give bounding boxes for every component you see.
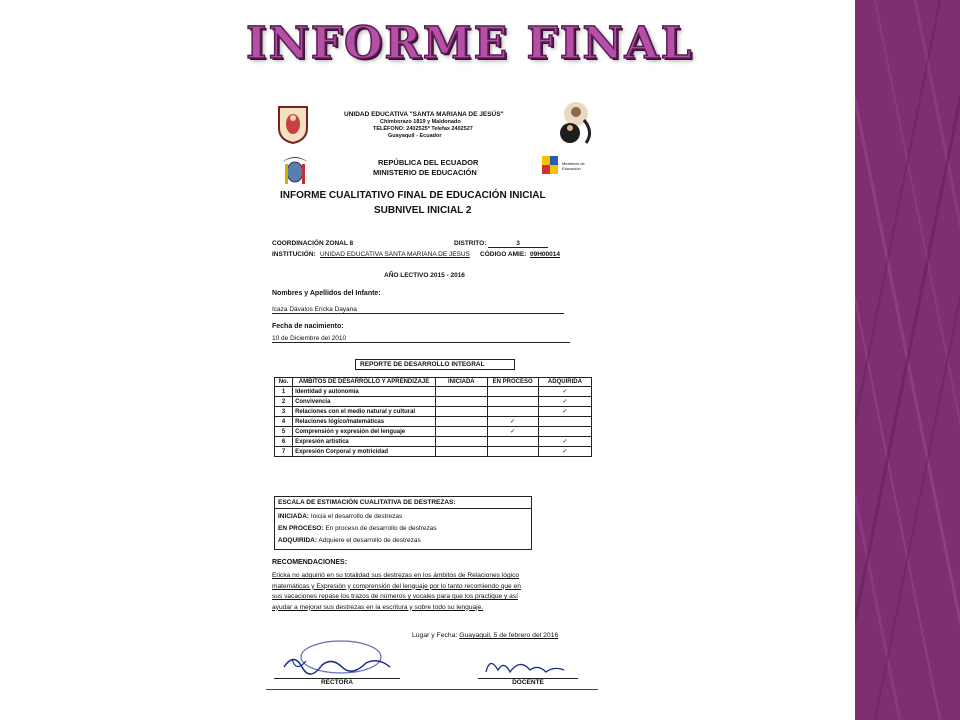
- rector-label: RECTORA: [274, 678, 400, 686]
- school-city: Guayaquil - Ecuador: [388, 133, 442, 139]
- empty-cell: [487, 437, 538, 447]
- teacher-signature: [476, 652, 576, 680]
- row-number: 4: [275, 417, 293, 427]
- empty-cell: [487, 447, 538, 457]
- empty-cell: [487, 397, 538, 407]
- recommendations-text: Ericka no adquirió en su totalidad sus destrezas en los ámbitos de Relaciones lógico matemáticas y Expresión y comprensión del lenguaje por lo tanto recomiendo que en sus vacaciones repase los trazos de números y vocales para que los practique y así ayudar a mejorar sus destrezas en la escritura y sobre todo su lenguaje.: [272, 572, 521, 611]
- scale-item: INICIADA: Inicia el desarrollo de destrezas: [278, 513, 403, 520]
- row-ambito: Comprensión y expresión del lenguaje: [293, 427, 436, 437]
- ministry-heading: MINISTERIO DE EDUCACIÓN: [373, 168, 477, 177]
- rector-signature-stamp: [266, 637, 416, 682]
- row-ambito: Expresión Corporal y motricidad: [293, 447, 436, 457]
- bottom-rule: [266, 689, 598, 690]
- district-value: 3: [488, 240, 548, 248]
- row-number: 2: [275, 397, 293, 407]
- school-phone: TELÉFONO: 2402525* Telefax 2402527: [373, 126, 473, 132]
- empty-cell: [436, 397, 488, 407]
- row-ambito: Relaciones lógico/matemáticas: [293, 417, 436, 427]
- check-icon: ✓: [538, 447, 591, 457]
- integral-report-title: REPORTE DE DESARROLLO INTEGRAL: [355, 359, 515, 370]
- scale-title: ESCALA DE ESTIMACIÓN CUALITATIVA DE DESTREZAS:: [275, 497, 531, 509]
- infant-name-value: Icaza Dávalos Ericka Dayana: [272, 306, 564, 314]
- check-icon: ✓: [538, 397, 591, 407]
- col-iniciada: INICIADA: [436, 378, 488, 387]
- school-name: UNIDAD EDUCATIVA "SANTA MARIANA DE JESÚS": [344, 111, 504, 118]
- saint-image-icon: [556, 100, 596, 144]
- republic-heading: REPÚBLICA DEL ECUADOR: [378, 158, 479, 167]
- table-row: [275, 397, 592, 407]
- table-row: [275, 417, 592, 427]
- scale-items: [275, 509, 531, 549]
- scale-item: EN PROCESO: En proceso de desarrollo de destrezas: [278, 525, 437, 532]
- school-address: Chimborazo 1819 y Maldonado: [380, 119, 461, 125]
- birth-date-label: Fecha de nacimiento:: [272, 323, 344, 330]
- table-header-row: [275, 378, 592, 387]
- col-adquirida: ADQUIRIDA: [538, 378, 591, 387]
- empty-cell: [487, 387, 538, 397]
- band-pattern: [855, 0, 960, 720]
- check-icon: ✓: [538, 407, 591, 417]
- table-row: [275, 447, 592, 457]
- scale-item: ADQUIRIDA: Adquiere el desarrollo de destrezas: [278, 537, 421, 544]
- empty-cell: [436, 427, 488, 437]
- empty-cell: [487, 407, 538, 417]
- check-icon: ✓: [487, 427, 538, 437]
- ecuador-coat-of-arms-icon: [280, 152, 310, 188]
- slide-title: INFORME FINAL: [246, 18, 694, 69]
- row-ambito: Expresión artística: [293, 437, 436, 447]
- report-subtitle: SUBNIVEL INICIAL 2: [374, 205, 472, 216]
- empty-cell: [538, 417, 591, 427]
- col-no: No.: [275, 378, 293, 387]
- table-row: [275, 407, 592, 417]
- school-year: AÑO LECTIVO 2015 - 2016: [384, 272, 465, 279]
- empty-cell: [436, 417, 488, 427]
- infant-name-label: Nombres y Apellidos del Infante:: [272, 290, 381, 297]
- recommendations-title: RECOMENDACIONES:: [272, 559, 348, 566]
- decorative-band: [855, 0, 960, 720]
- check-icon: ✓: [538, 437, 591, 447]
- scanned-document: [258, 92, 598, 690]
- development-table: [274, 377, 592, 457]
- row-number: 7: [275, 447, 293, 457]
- table-row: [275, 427, 592, 437]
- col-en-proceso: EN PROCESO: [487, 378, 538, 387]
- district-label: DISTRITO:: [454, 240, 487, 247]
- place-date: Lugar y Fecha: Guayaquil, 5 de febrero del 2016: [412, 632, 559, 639]
- birth-date-value: 10 de Diciembre del 2010: [272, 335, 570, 343]
- table-row: [275, 387, 592, 397]
- row-number: 6: [275, 437, 293, 447]
- institution-label: INSTITUCIÓN:: [272, 251, 316, 258]
- row-ambito: Relaciones con el medio natural y cultural: [293, 407, 436, 417]
- empty-cell: [538, 427, 591, 437]
- amie-label: CÓDIGO AMIE:: [480, 251, 527, 258]
- table-row: [275, 437, 592, 447]
- row-ambito: Convivencia: [293, 397, 436, 407]
- school-crest-icon: [276, 104, 310, 144]
- teacher-label: DOCENTE: [478, 678, 578, 686]
- row-number: 1: [275, 387, 293, 397]
- empty-cell: [436, 437, 488, 447]
- row-ambito: Identidad y autonomía: [293, 387, 436, 397]
- row-number: 3: [275, 407, 293, 417]
- row-number: 5: [275, 427, 293, 437]
- ministry-logo-icon: [542, 156, 560, 176]
- col-ambito: ÁMBITOS DE DESARROLLO Y APRENDIZAJE: [293, 378, 436, 387]
- empty-cell: [436, 387, 488, 397]
- check-icon: ✓: [487, 417, 538, 427]
- ministry-logo-text: Ministerio de Educación: [562, 161, 585, 171]
- report-title: INFORME CUALITATIVO FINAL DE EDUCACIÓN INICIAL: [280, 190, 546, 201]
- empty-cell: [436, 447, 488, 457]
- scale-box: [274, 496, 532, 550]
- check-icon: ✓: [538, 387, 591, 397]
- empty-cell: [436, 407, 488, 417]
- amie-value: 09H00014: [530, 251, 560, 258]
- institution-value: UNIDAD EDUCATIVA SANTA MARIANA DE JESUS: [320, 251, 470, 258]
- coordination: COORDINACIÓN ZONAL 8: [272, 240, 354, 247]
